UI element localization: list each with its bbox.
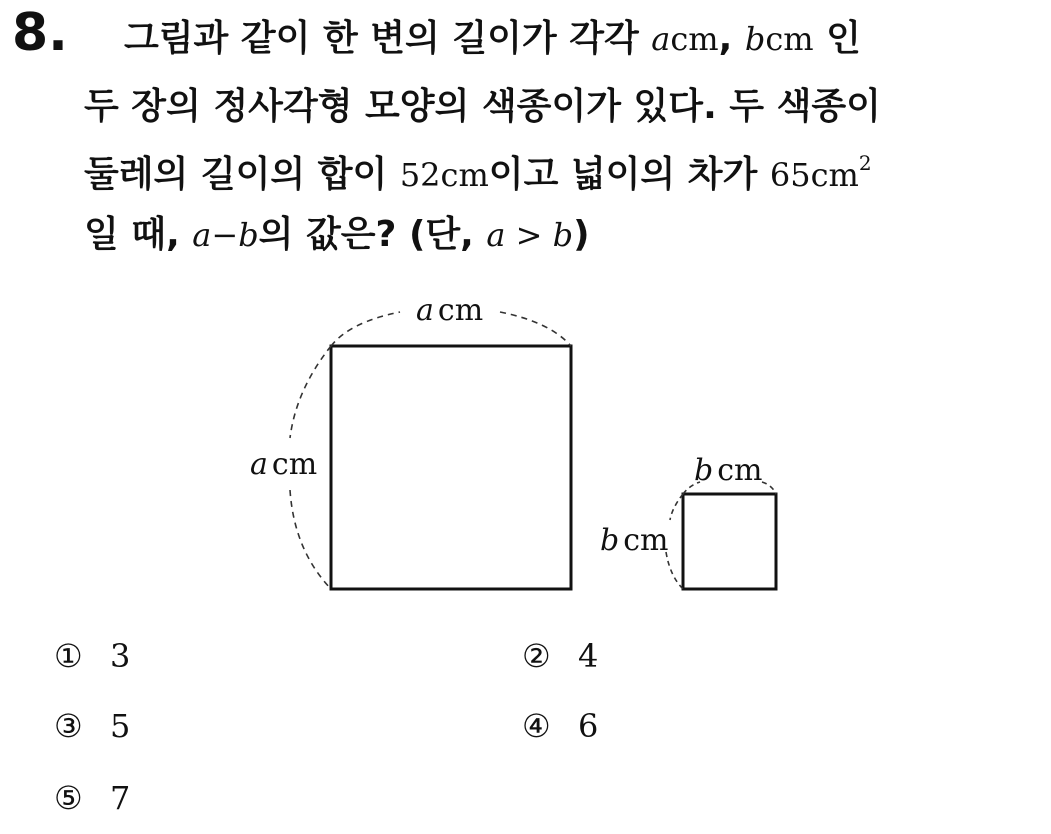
var-a: a [486,216,506,254]
minus-sign: − [211,216,239,254]
q1-text-b: 인 [813,18,861,59]
q3-text-b: 이고 넓이의 차가 [488,154,770,195]
big-left-dimension-arc [290,346,331,438]
big-top-dimension-arc [331,312,400,346]
choice-marker: ② [522,637,551,675]
squares-figure [0,280,1051,610]
q1-text-a: 그림과 같이 한 변의 길이가 각각 [124,18,652,59]
small-left-dimension-arc [666,552,683,589]
q4-text-a: 일 때, [84,214,193,255]
choice-marker: ④ [522,707,551,745]
choice-4[interactable] [522,706,598,746]
small-left-dimension-arc [670,494,683,520]
big-left-dimension-arc [290,490,331,589]
var-b: b [552,216,574,254]
q3-text-a: 둘레의 길이의 합이 [84,154,400,195]
unit-cm: cm [440,156,489,194]
q4-text-c: ) [573,214,590,255]
question-line-2: 두 장의 정사각형 모양의 색종이가 있다. 두 색종이 [84,86,881,127]
choice-marker: ① [54,637,83,675]
choice-5[interactable] [54,778,130,818]
question-number: 8. [12,3,68,63]
small-top-dimension-arc [762,482,776,494]
small-top-label: b cm [694,453,763,488]
choice-value: 5 [110,707,131,745]
choice-marker: ⑤ [54,779,83,817]
choice-value: 6 [578,707,599,745]
unit-cm: cm [765,20,814,58]
choice-3[interactable] [54,706,130,746]
comma: , [718,18,745,59]
var-b: b [744,20,766,58]
big-top-dimension-arc [500,312,571,346]
unit-cm: cm [810,156,859,194]
var-a: a [651,20,671,58]
small-left-label: b cm [600,523,669,558]
choice-value: 3 [110,637,131,675]
var-a: a [192,216,212,254]
choice-value: 4 [578,637,599,675]
exponent: 2 [858,151,872,175]
big-top-label: a cm [416,293,484,328]
question-line-4 [84,210,590,260]
big-square [331,346,571,589]
small-square [683,494,776,589]
greater-than: > [505,216,553,254]
big-left-label: a cm [250,447,318,482]
choice-marker: ③ [54,707,83,745]
question-line-3 [84,150,872,204]
unit-cm: cm [670,20,719,58]
area-difference: 65 [769,156,811,194]
question-line-1 [124,14,861,64]
var-b: b [238,216,259,254]
choice-1[interactable] [54,636,130,676]
choice-value: 7 [110,779,131,817]
q4-text-b: 의 값은? (단, [258,214,487,255]
choice-2[interactable] [522,636,598,676]
perimeter-sum: 52 [399,156,441,194]
